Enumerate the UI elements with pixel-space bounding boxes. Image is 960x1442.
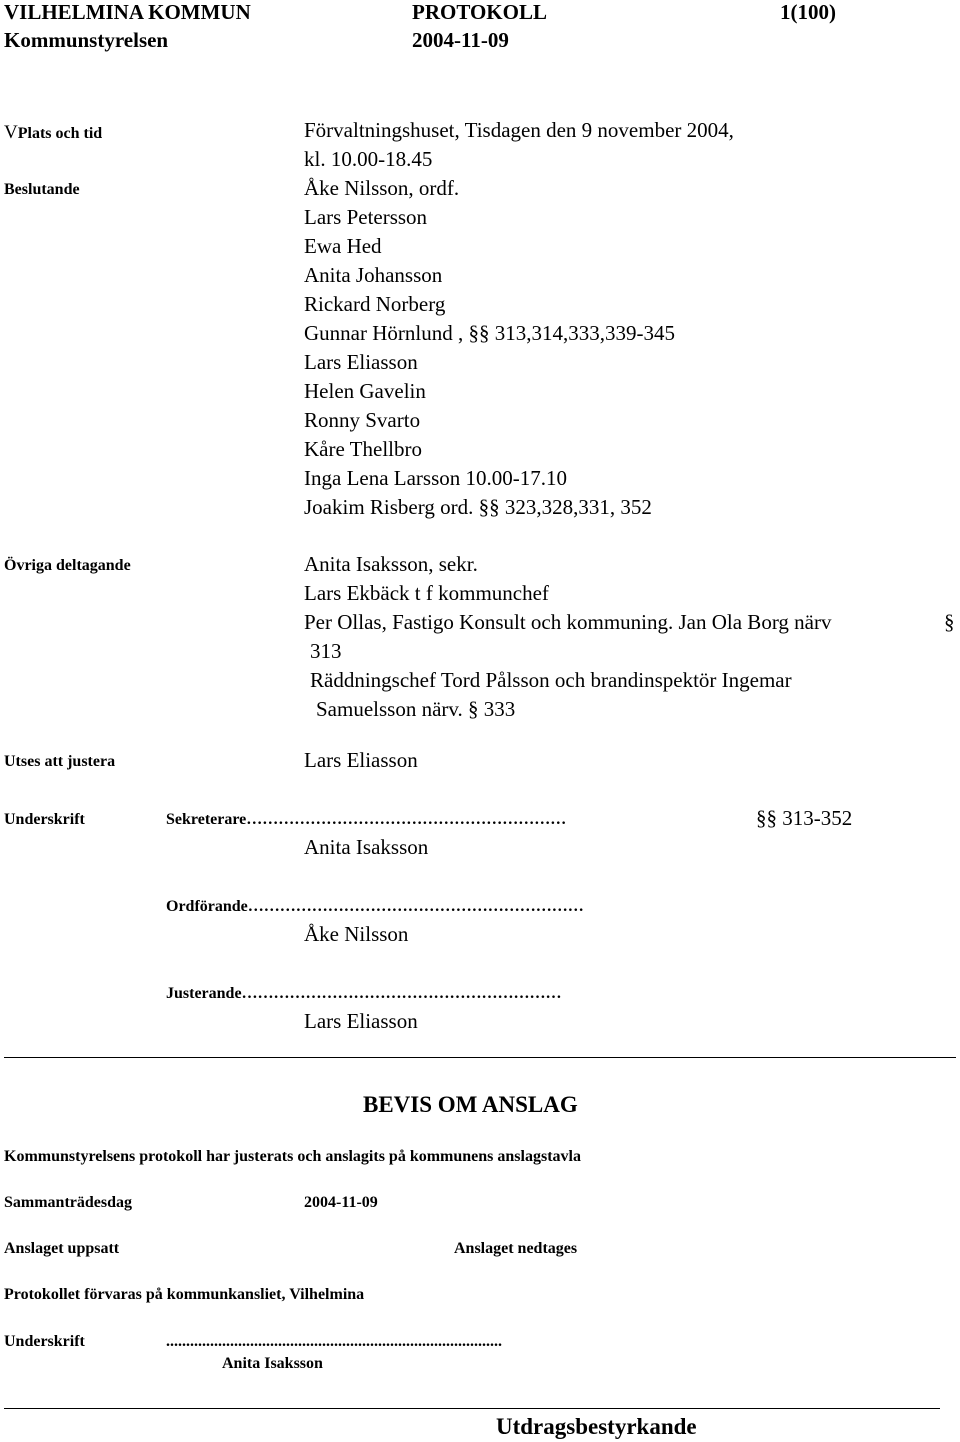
member-sections: 323,328,331, 352: [504, 495, 652, 519]
protocol-kept-label: Protokollet förvaras på kommunkansliet, Vilhelmina: [4, 1286, 365, 1303]
secretary-name: Anita Isaksson: [304, 835, 429, 859]
section-sign-icon: §§: [756, 806, 777, 830]
secretary-signature-line: Sekreterare……………………………………………………: [166, 811, 567, 828]
other-participant-section: 313: [310, 639, 342, 663]
deciding-member: Lars Eliasson: [304, 350, 418, 374]
posted-label: Anslaget uppsatt: [4, 1240, 120, 1257]
other-participant: Anita Isaksson, sekr.: [304, 552, 478, 576]
participant-section: 333: [483, 697, 516, 721]
municipality-name: VILHELMINA KOMMUN: [4, 0, 251, 24]
removed-label: Anslaget nedtages: [454, 1240, 578, 1257]
deciding-member: Inga Lena Larsson 10.00-17.10: [304, 466, 568, 490]
other-participant: Per Ollas, Fastigo Konsult och kommuning. Jan Ola Borg närv: [304, 610, 832, 634]
signature-label: Underskrift: [4, 811, 85, 828]
deciding-member: Kåre Thellbro: [304, 437, 422, 461]
participant-text: Samuelsson närv.: [316, 697, 463, 721]
deciding-member: Ewa Hed: [304, 234, 382, 258]
chair-signature-line: Ordförande………………………………………………………: [166, 898, 584, 915]
other-participant-samuelsson: [316, 697, 515, 722]
member-name: Gunnar Hörnlund ,: [304, 321, 464, 345]
section-sign-icon: §: [944, 610, 955, 634]
other-participant: Lars Ekbäck t f kommunchef: [304, 581, 549, 605]
signature-sections: [756, 806, 852, 831]
header-date: 2004-11-09: [412, 28, 509, 52]
sections-range: 313-352: [782, 806, 853, 830]
deciding-member: Rickard Norberg: [304, 292, 446, 316]
section-sign-icon: §§: [468, 321, 490, 345]
section-sign-icon: §§: [478, 495, 500, 519]
other-participant: Räddningschef Tord Pålsson och brandinspektör Ingemar: [310, 668, 792, 692]
place-label: [4, 122, 102, 144]
adjuster-signature-line: Justerande……………………………………………………: [166, 985, 562, 1002]
adjuster-signature-name: Lars Eliasson: [304, 1009, 418, 1033]
place-line-1: Förvaltningshuset, Tisdagen den 9 november 2004,: [304, 118, 734, 142]
section-divider: [4, 1057, 956, 1058]
page-number: 1(100): [780, 0, 836, 24]
adjuster-label: Utses att justera: [4, 753, 116, 770]
notice-statement: Kommunstyrelsens protokoll har justerats och anslagits på kommunens anslagstavla: [4, 1148, 581, 1165]
committee-name: Kommunstyrelsen: [4, 28, 169, 52]
notice-signature-label: Underskrift: [4, 1333, 85, 1350]
footer-title: Utdragsbestyrkande: [496, 1414, 697, 1439]
meeting-day-label: Sammanträdesdag: [4, 1194, 133, 1211]
deciding-label: Beslutande: [4, 181, 80, 198]
deciding-member: Åke Nilsson, ordf.: [304, 176, 460, 200]
deciding-member-risberg: [304, 495, 652, 520]
others-label: Övriga deltagande: [4, 557, 131, 574]
deciding-member: Anita Johansson: [304, 263, 443, 287]
notice-signature-line: ....................................................................................: [166, 1333, 502, 1350]
place-prefix: V: [4, 122, 18, 143]
deciding-member-hornlund: [304, 321, 675, 346]
adjuster-name: Lars Eliasson: [304, 748, 418, 772]
deciding-member: Ronny Svarto: [304, 408, 421, 432]
place-line-2: kl. 10.00-18.45: [304, 147, 433, 171]
place-label-text: Plats och tid: [17, 125, 103, 142]
document-type: PROTOKOLL: [412, 0, 547, 24]
deciding-member: Lars Petersson: [304, 205, 428, 229]
notice-signature-name: Anita Isaksson: [222, 1355, 323, 1372]
section-sign-icon: §: [468, 697, 479, 721]
deciding-member: Helen Gavelin: [304, 379, 426, 403]
chair-name: Åke Nilsson: [304, 922, 409, 946]
meeting-day-value: 2004-11-09: [304, 1194, 378, 1211]
footer-divider: [4, 1408, 940, 1409]
notice-title: BEVIS OM ANSLAG: [363, 1092, 578, 1117]
member-name: Joakim Risberg ord.: [304, 495, 474, 519]
member-sections: 313,314,333,339-345: [494, 321, 675, 345]
